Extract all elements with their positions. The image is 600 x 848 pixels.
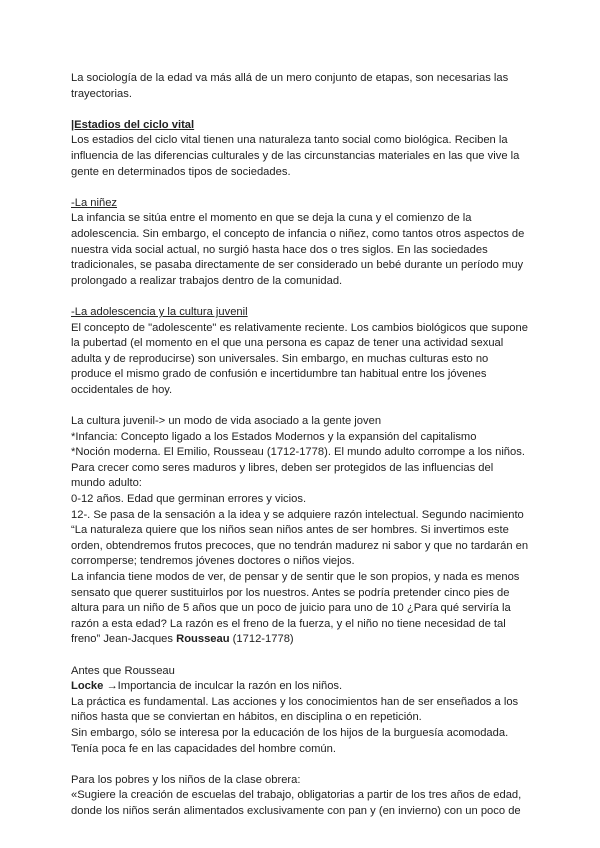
body-line: *Noción moderna. El Emilio, Rousseau (1712-1778). El mundo adulto corrompe a los niños. — [71, 446, 525, 459]
author-name: Rousseau — [176, 633, 230, 646]
paragraph-gap — [71, 289, 533, 305]
body-line: Para crecer como seres maduros y libres, deben ser protegidos de las influencias del — [71, 461, 494, 474]
body-line: nuestra vida social actual, no surgió hasta hace dos o tres siglos. En las sociedades — [71, 243, 488, 256]
locke-arrow-label: Locke → — [71, 680, 118, 693]
body-line: prolongado a realizar trabajos dentro de la comunidad. — [71, 274, 343, 287]
body-line: produce el mismo grado de confusión e incertidumbre tan habitual entre los jóvenes — [71, 368, 487, 381]
paragraph-gap — [71, 398, 533, 414]
body-line: adulta y de reproducirse) son universales. Sin embargo, en muchas culturas esto no — [71, 352, 489, 365]
body-line: Sin embargo, sólo se interesa por la educación de los hijos de la burguesía acomodada. — [71, 726, 509, 739]
locke-line: Locke →Importancia de inculcar la razón en los niños. — [71, 680, 343, 693]
body-line: La cultura juvenil-> un modo de vida asociado a la gente joven — [71, 415, 382, 428]
body-line: Para los pobres y los niños de la clase obrera: — [71, 773, 301, 786]
body-line: El concepto de "adolescente" es relativamente reciente. Los cambios biológicos que supone — [71, 321, 528, 334]
paragraph-gap — [71, 180, 533, 196]
quote-line: razón a esta edad? La razón es el freno de la fuerza, y el niño no tiene necesidad de tal — [71, 617, 506, 630]
body-line: La práctica es fundamental. Las acciones y los conocimientos han de ser enseñados a los — [71, 695, 519, 708]
section-heading-estadios: |Estadios del ciclo vital — [71, 118, 195, 131]
section-heading-adolescencia: -La adolescencia y la cultura juvenil — [71, 305, 248, 318]
body-line: Antes que Rousseau — [71, 664, 175, 677]
body-line: donde los niños serán alimentados exclusivamente con pan y (en invierno) con un poco de — [71, 804, 521, 817]
paragraph-gap — [71, 648, 533, 664]
paragraph-gap — [71, 102, 533, 118]
quote-line: altura para un niño de 5 años que un poco de juicio para uno de 10 ¿Para qué serviría la — [71, 602, 511, 615]
quote-line: corromperse; tendremos jóvenes doctores o niños viejos. — [71, 555, 355, 568]
paragraph-gap — [71, 757, 533, 773]
section-heading-ninez: -La niñez — [71, 196, 118, 209]
quote-line: La infancia tiene modos de ver, de pensar y de sentir que le son propios, y nada es menos — [71, 571, 520, 583]
body-line: La infancia se sitúa entre el momento en que se deja la cuna y el comienzo de la — [71, 212, 472, 225]
body-line: 12-. Se pasa de la sensación a la idea y se adquiere razón intelectual. Segundo nacimiento — [71, 508, 524, 521]
body-line: occidentales de hoy. — [71, 383, 173, 396]
body-line: niños hasta que se conviertan en hábitos, en disciplina o en repetición. — [71, 711, 422, 724]
body-line: gente en determinados tipos de sociedades. — [71, 165, 291, 178]
quote-attribution: freno” Jean-Jacques Rousseau (1712-1778) — [71, 633, 294, 646]
body-line: Los estadios del ciclo vital tienen una naturaleza tanto social como biológica. Reciben la — [71, 134, 508, 147]
intro-line: trayectorias. — [71, 87, 132, 100]
body-line: adolescencia. Sin embargo, el concepto de infancia o niñez, como tantos otros aspectos de — [71, 227, 525, 240]
body-line: 0-12 años. Edad que germinan errores y vicios. — [71, 493, 307, 506]
quote-line: sensato que querer sustituirlos por los nuestros. Antes se podría pretender cinco pies de — [71, 586, 510, 599]
quote-line: “La naturaleza quiere que los niños sean niños antes de ser hombres. Si invertimos este — [71, 524, 509, 537]
body-line: la pubertad (el momento en el que una persona es capaz de tener una actividad sexual — [71, 337, 504, 350]
body-line: *Infancia: Concepto ligado a los Estados Modernos y la expansión del capitalismo — [71, 430, 477, 443]
document-body — [71, 71, 533, 820]
body-line: mundo adulto: — [71, 477, 142, 490]
intro-line: La sociología de la edad va más allá de un mero conjunto de etapas, son necesarias las — [71, 72, 509, 84]
body-line: tradicionales, se pasaba directamente de ser considerado un bebé durante un período muy — [71, 259, 524, 272]
quote-line: orden, obtendremos frutos precoces, que no tendrán madurez ni sabor y que no tardarán en — [71, 539, 529, 552]
body-line: Tenía poca fe en las capacidades del hombre común. — [71, 742, 336, 755]
body-line: «Sugiere la creación de escuelas del trabajo, obligatorias a partir de los tres años de edad, — [71, 789, 522, 802]
body-line: influencia de las diferencias culturales y de las circunstancias materiales en las que vive la — [71, 149, 520, 162]
